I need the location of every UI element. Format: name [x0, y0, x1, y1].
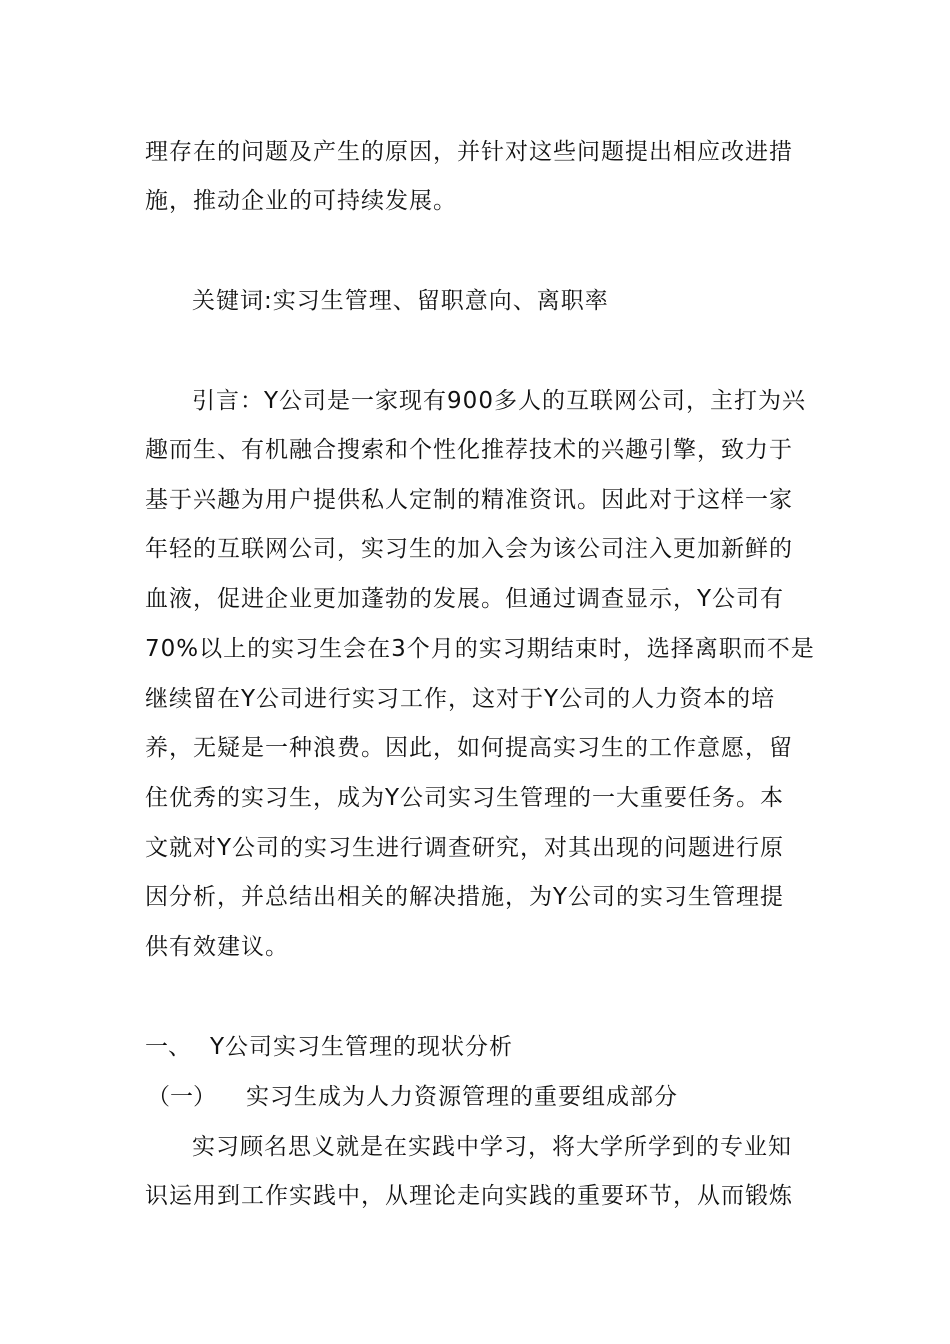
intro-line-5: 血液，促进企业更加蓬勃的发展。但通过调查显示，Y公司有	[145, 586, 785, 612]
intro-line-1: 引言：Y公司是一家现有900多人的互联网公司，主打为兴	[192, 388, 806, 414]
intro-line-9: 住优秀的实习生，成为Y公司实习生管理的一大重要任务。本	[145, 785, 785, 811]
keywords-line: 关键词:实习生管理、留职意向、离职率	[192, 288, 609, 314]
section-number: 一、	[145, 1034, 191, 1060]
abstract-line-2: 施，推动企业的可持续发展。	[145, 188, 457, 214]
intro-line-10: 文就对Y公司的实习生进行调查研究，对其出现的问题进行原	[145, 835, 785, 861]
intro-line-2: 趣而生、有机融合搜索和个性化推荐技术的兴趣引擎，致力于	[145, 437, 793, 463]
intro-line-8: 养，无疑是一种浪费。因此，如何提高实习生的工作意愿，留	[145, 735, 793, 761]
intro-line-11: 因分析，并总结出相关的解决措施，为Y公司的实习生管理提	[145, 884, 785, 910]
intro-line-6: 70%以上的实习生会在3个月的实习期结束时，选择离职而不是	[145, 636, 815, 662]
body-line-2: 识运用到工作实践中，从理论走向实践的重要环节，从而锻炼	[145, 1183, 793, 1209]
body-line-1: 实习顾名思义就是在实践中学习，将大学所学到的专业知	[192, 1134, 792, 1160]
intro-line-12: 供有效建议。	[145, 934, 289, 960]
intro-line-4: 年轻的互联网公司，实习生的加入会为该公司注入更加新鲜的	[145, 536, 793, 562]
intro-line-7: 继续留在Y公司进行实习工作，这对于Y公司的人力资本的培	[145, 686, 776, 712]
subsection-title: 实习生成为人力资源管理的重要组成部分	[246, 1084, 678, 1110]
section-title: Y公司实习生管理的现状分析	[210, 1034, 514, 1060]
intro-line-3: 基于兴趣为用户提供私人定制的精准资讯。因此对于这样一家	[145, 487, 793, 513]
abstract-line-1: 理存在的问题及产生的原因，并针对这些问题提出相应改进措	[145, 139, 793, 165]
subsection-number: （一）	[147, 1084, 216, 1110]
